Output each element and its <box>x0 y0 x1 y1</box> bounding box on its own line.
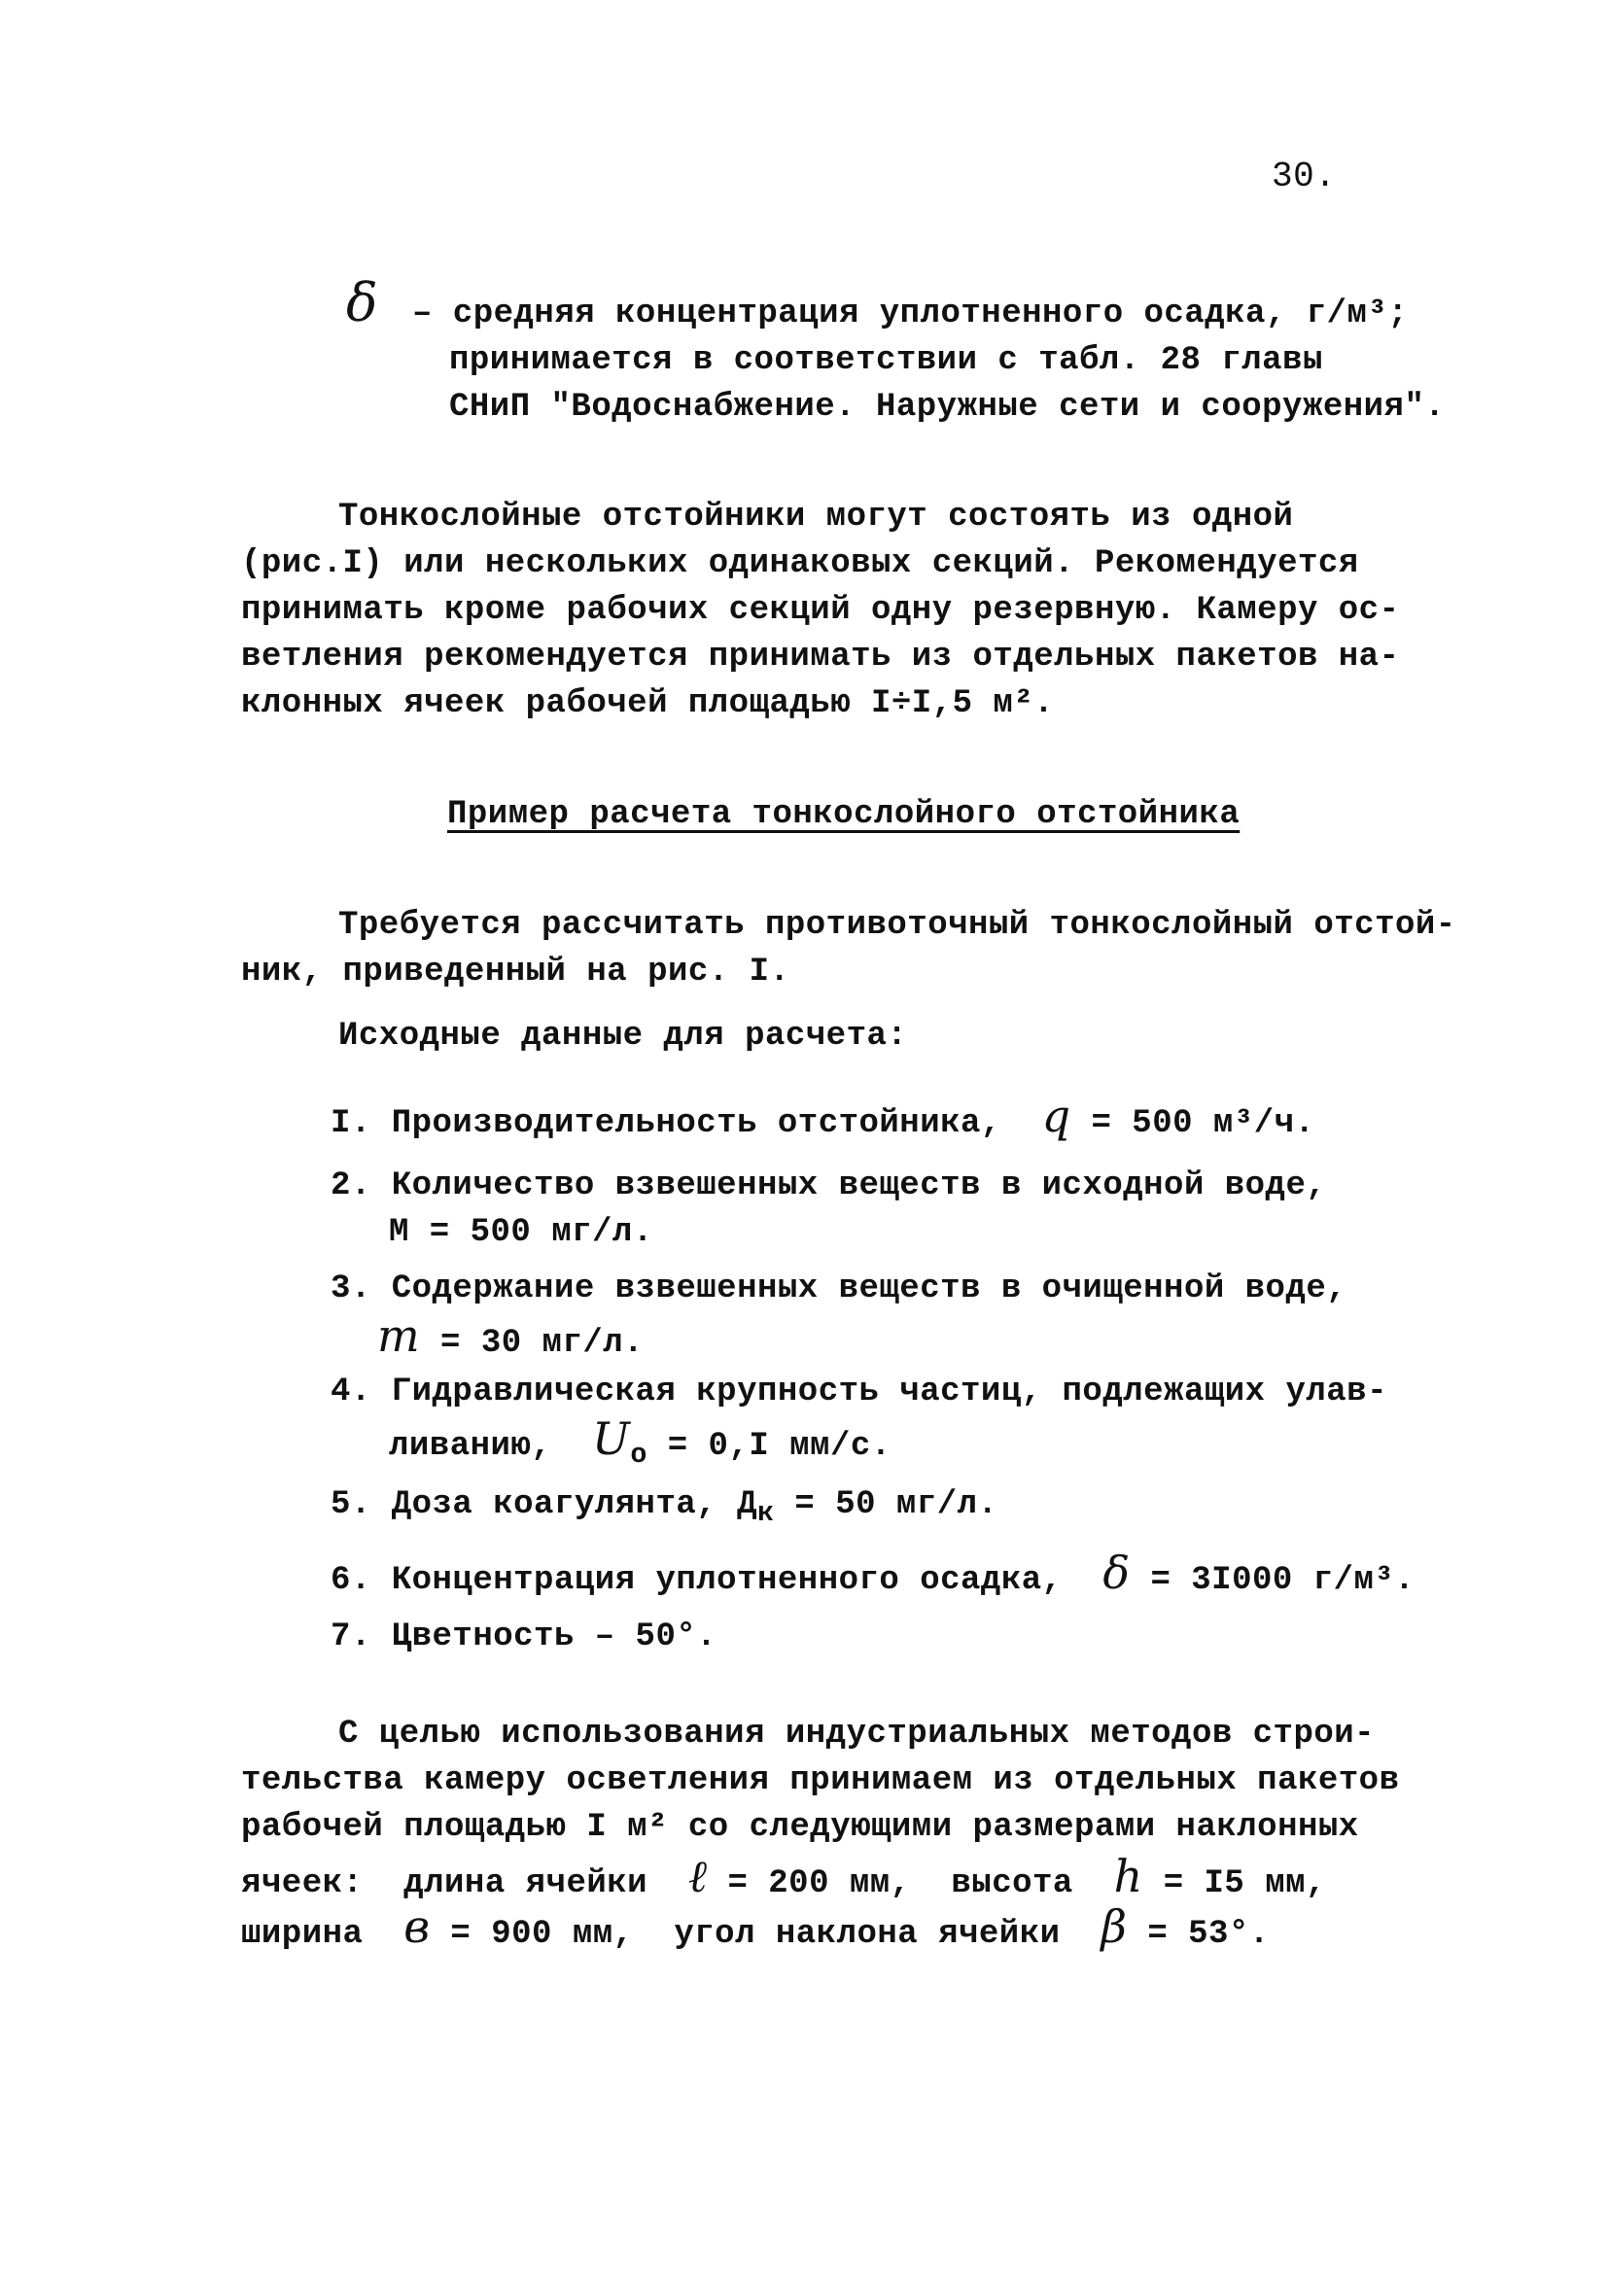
list-item-6 <box>331 1547 1416 1600</box>
paragraph1-line-4: ветления рекомендуется принимать из отдельных пакетов на- <box>241 639 1400 676</box>
list-item-2-cont: М = 500 мг/л. <box>389 1214 653 1251</box>
item-value: = 50 мг/л. <box>794 1486 998 1523</box>
item-text: Цветность – 50°. <box>391 1618 717 1655</box>
item-text: Содержание взвешенных веществ в очищенной воде, <box>391 1270 1347 1307</box>
task-line-1: Требуется рассчитать противоточный тонкослойный отстой- <box>338 907 1456 944</box>
text-segment: = I5 мм, <box>1163 1865 1326 1902</box>
item-value: = 3I000 г/м³. <box>1150 1562 1416 1599</box>
text-segment: = 900 мм, угол наклона ячейки <box>450 1916 1061 1953</box>
item-number: I. <box>331 1105 371 1142</box>
item-number: 5. <box>331 1486 371 1523</box>
definition-line-1: – средняя концентрация уплотненного осадка, г/м³; <box>412 296 1409 332</box>
symbol-b: в <box>403 1900 431 1953</box>
section-heading: Пример расчета тонкослойного отстойника <box>447 796 1241 833</box>
text-segment: ширина <box>241 1916 364 1953</box>
item-text: Гидравлическая крупность частиц, подлежащих улав- <box>391 1374 1387 1410</box>
item-value: = 500 м³/ч. <box>1091 1105 1315 1142</box>
paragraph2-line-2: тельства камеру осветления принимаем из отдельных пакетов <box>241 1762 1400 1799</box>
paragraph1-line-1: Тонкослойные отстойники могут состоять из одной <box>338 499 1294 536</box>
item-text: Доза коагулянта, Д <box>391 1486 757 1523</box>
item-text: ливанию, <box>389 1428 552 1465</box>
symbol-u: U <box>592 1412 631 1465</box>
definition-line-2: принимается в соответствии с табл. 28 главы <box>449 342 1323 379</box>
input-data-title: Исходные данные для расчета: <box>338 1018 908 1055</box>
item-text: Концентрация уплотненного осадка, <box>391 1562 1063 1599</box>
item-text: Производительность отстойника, <box>391 1105 1001 1142</box>
item-value: = 30 мг/л. <box>440 1325 645 1362</box>
text-segment: = 53°. <box>1147 1916 1270 1953</box>
list-item-2 <box>331 1166 1326 1205</box>
symbol-l: ℓ <box>687 1850 708 1902</box>
text-segment: = 200 мм, высота <box>727 1865 1073 1902</box>
item-text: Количество взвешенных веществ в исходной воде, <box>391 1167 1327 1204</box>
item-number: 3. <box>331 1270 371 1307</box>
paragraph1-line-2: (рис.I) или нескольких одинаковых секций. Рекомендуется <box>241 545 1359 582</box>
item-number: 4. <box>331 1374 371 1410</box>
definition-line-3: СНиП "Водоснабжение. Наружные сети и сооружения". <box>449 389 1446 426</box>
text-segment: ячеек: длина ячейки <box>241 1865 648 1902</box>
item-value: = 0,I мм/с. <box>667 1428 891 1465</box>
list-item-4-cont <box>389 1412 891 1475</box>
definition-symbol: δ <box>346 272 379 333</box>
symbol-m: m <box>377 1309 421 1362</box>
item-number: 6. <box>331 1562 371 1599</box>
list-item-7 <box>331 1618 717 1656</box>
paragraph2-line-3: рабочей площадью I м² со следующими размерами наклонных <box>241 1809 1359 1846</box>
item-number: 7. <box>331 1618 371 1655</box>
paragraph1-line-5: клонных ячеек рабочей площадью I÷I,5 м². <box>241 685 1055 722</box>
symbol-h: h <box>1113 1850 1143 1902</box>
item-number: 2. <box>331 1167 371 1204</box>
list-item-4 <box>331 1373 1387 1411</box>
paragraph2-line-5 <box>241 1900 1270 1954</box>
subscript-k: к <box>756 1496 775 1529</box>
symbol-beta: β <box>1101 1900 1128 1953</box>
list-item-1 <box>331 1090 1315 1143</box>
list-item-3 <box>331 1270 1346 1308</box>
list-item-5 <box>331 1485 997 1533</box>
list-item-3-cont <box>377 1309 645 1363</box>
paragraph2-line-1: С целью использования индустриальных методов строи- <box>338 1716 1376 1753</box>
paragraph2-line-4 <box>241 1850 1326 1903</box>
symbol-q: q <box>1041 1090 1071 1142</box>
paragraph1-line-3: принимать кроме рабочих секций одну резервную. Камеру ос- <box>241 592 1400 629</box>
symbol-delta: δ <box>1102 1547 1131 1599</box>
task-line-2: ник, приведенный на рис. I. <box>241 954 790 991</box>
page-number: 30. <box>1272 157 1337 196</box>
subscript-o: o <box>630 1438 647 1471</box>
